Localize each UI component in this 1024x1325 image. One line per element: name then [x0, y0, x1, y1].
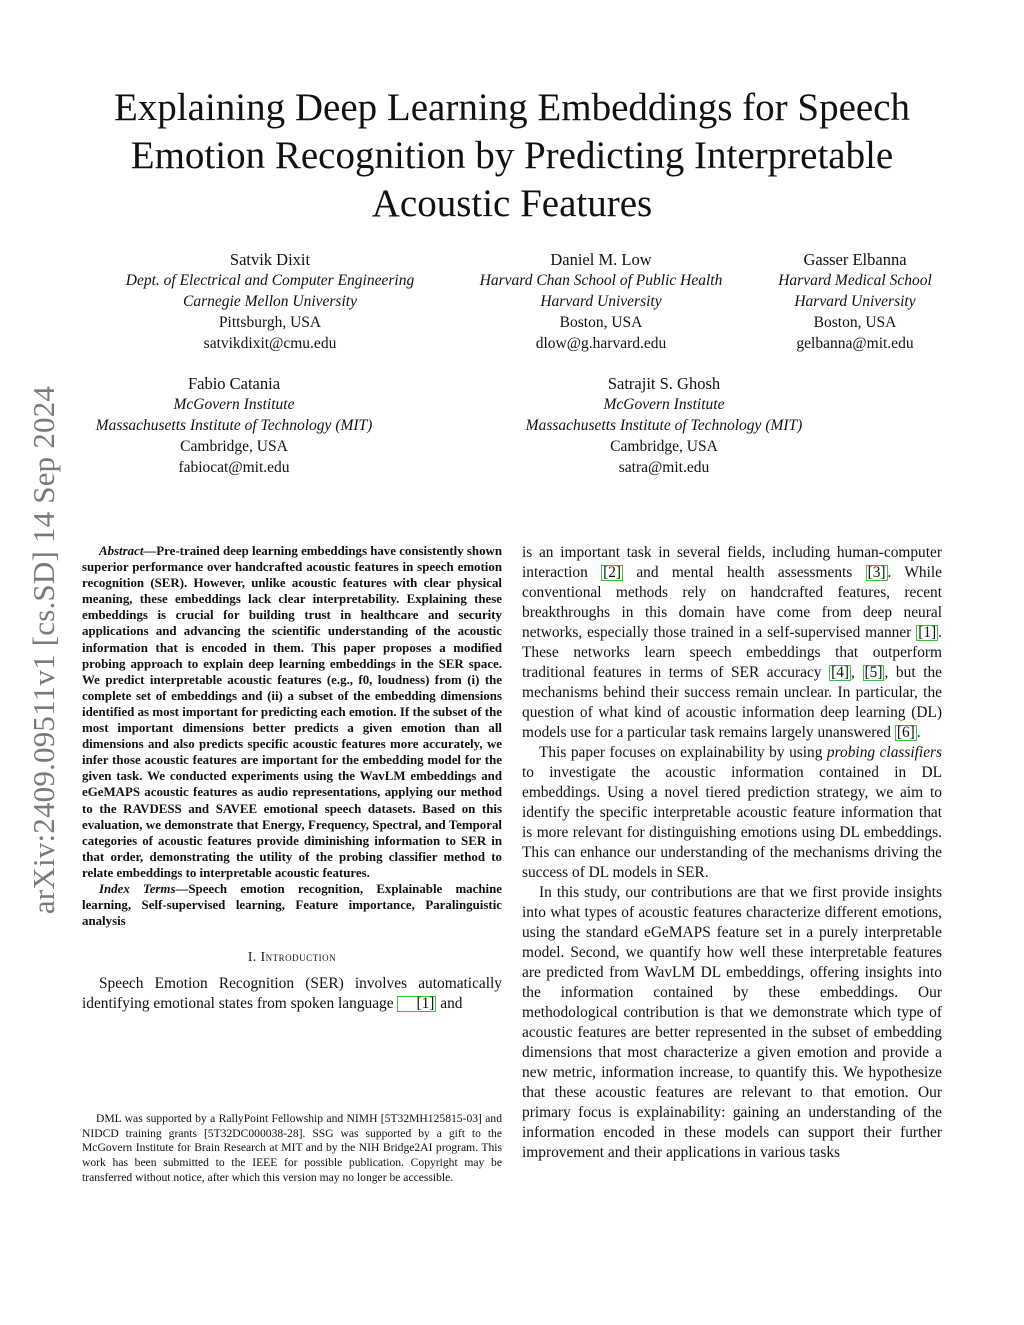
citation-link[interactable]: [2] [603, 564, 622, 581]
text-run: and mental health assessments [623, 564, 866, 581]
author-location: Cambridge, USA [610, 438, 718, 455]
right-column [522, 543, 942, 1163]
author-name: Gasser Elbanna [803, 250, 907, 269]
author-location: Cambridge, USA [180, 438, 288, 455]
text-run: , but the mechanisms behind their success remain unclear. In particular, the question of what kind of acoustic information deep learning (DL) models use for a particular task remains largely unanswered [522, 664, 942, 741]
citation-link[interactable]: [4] [831, 664, 850, 681]
index-terms-label: Index Terms [99, 881, 176, 896]
section-heading-introduction: I. Introduction [247, 949, 337, 965]
index-terms-text: —Speech emotion recognition, Explainable machine learning, Self-supervised learning, Feature importance, Paralinguistic analysis [82, 881, 502, 929]
author-block-5 [508, 373, 820, 478]
author-location: Boston, USA [559, 314, 643, 331]
author-name: Satvik Dixit [229, 250, 311, 269]
author-block-2 [460, 249, 742, 354]
abstract-label: Abstract [99, 544, 144, 558]
footnote: DML was supported by a RallyPoint Fellowship and NIMH [5T32MH125815-03] and NIDCD training grants [5T32DC000038-28]. SSG was supported by a gift to the McGovern Institute for Brain Research at MIT and by the NIH Bridge2AI program. This work has been submitted to the IEEE for possible publication. Copyright may be transferred without notice, after which this version may no longer be accessible. [82, 1112, 502, 1184]
author-name: Satrajit S. Ghosh [607, 374, 721, 393]
citation-link[interactable]: [3] [867, 564, 886, 581]
author-department: Harvard Chan School of Public Health [479, 272, 723, 289]
author-block-1 [110, 249, 430, 354]
text-run: . These networks learn speech embeddings that outperform traditional features in terms of SER accuracy [522, 624, 942, 681]
text-run: and [436, 995, 463, 1013]
author-institution: Harvard University [794, 293, 916, 310]
author-location: Pittsburgh, USA [218, 314, 322, 331]
author-block-4 [78, 373, 390, 478]
index-terms [82, 881, 502, 929]
arxiv-identifier: arXiv:2409.09511v1 [cs.SD] 14 Sep 2024 [26, 385, 61, 915]
text-run: . [916, 724, 921, 741]
author-block-3 [762, 249, 948, 354]
author-department: Harvard Medical School [778, 272, 932, 289]
abstract [82, 543, 502, 881]
abstract-text: —Pre-trained deep learning embeddings have consistently shown superior performance over handcrafted acoustic features in speech emotion recognition (SER). However, unlike acoustic features with clear physical meaning, these embeddings lack clear interpretability. Explaining these embeddings is crucial for building trust in healthcare and security applications and advancing the scientific understanding of the acoustic information that is encoded in them. This paper proposes a modified probing approach to explain deep learning embeddings in the SER space. We predict interpretable acoustic features (e.g., f0, loudness) from (i) the complete set of embeddings and (ii) a subset of the embedding dimensions identified as most important for predicting each emotion. If the subset of the most important dimensions better predicts a given emotion than all dimensions and also predicts specific acoustic features more accurately, we infer those acoustic features are important for the embedding model for the given task. We conducted experiments using the WavLM embeddings and eGeMAPS acoustic features as audio representations, applying our method to the RAVDESS and SAVEE emotional speech datasets. Based on this evaluation, we demonstrate that Energy, Frequency, Spectral, and Temporal categories of acoustic features provide diminishing information to SER in that order, demonstrating the utility of the probing classifier method to relate embeddings to interpretable acoustic features. [82, 544, 502, 880]
citation-link[interactable]: [1] [918, 624, 937, 641]
text-run: is an important task in several fields, including human-computer interaction [522, 544, 942, 581]
author-email[interactable]: satra@mit.edu [618, 459, 710, 476]
author-institution: Massachusetts Institute of Technology (MIT) [525, 417, 803, 434]
author-email[interactable]: dlow@g.harvard.edu [535, 335, 667, 352]
emphasis-text: probing classifiers [826, 744, 943, 761]
author-name: Fabio Catania [187, 374, 281, 393]
author-email[interactable]: fabiocat@mit.edu [178, 459, 290, 476]
author-location: Boston, USA [813, 314, 897, 331]
text-run: This paper focuses on explainability by using [539, 744, 827, 761]
citation-link[interactable]: [1] [397, 996, 436, 1012]
author-institution: Harvard University [540, 293, 662, 310]
citation-link[interactable]: [6] [896, 724, 915, 741]
author-name: Daniel M. Low [550, 250, 652, 269]
author-department: McGovern Institute [603, 396, 725, 413]
body-paragraph [522, 543, 942, 743]
author-email[interactable]: gelbanna@mit.edu [796, 335, 914, 352]
author-institution: Carnegie Mellon University [183, 293, 357, 310]
paper-title: Explaining Deep Learning Embeddings for Speech Emotion Recognition by Predicting Interpretable Acoustic Features [113, 86, 910, 225]
author-email[interactable]: satvikdixit@cmu.edu [203, 335, 337, 352]
author-department: Dept. of Electrical and Computer Engineering [125, 272, 415, 289]
text-run: . While conventional methods rely on handcrafted features, recent breakthroughs in this domain have come from deep neural networks, especially those trained in a self-supervised manner [522, 564, 942, 641]
text-run: , [851, 664, 863, 681]
left-column [82, 543, 502, 1014]
text-run: to investigate the acoustic information contained in DL embeddings. Using a novel tiered prediction strategy, we aim to identify the specific interpretable acoustic feature information that is more relevant for distinguishing emotions using DL embeddings. This can enhance our understanding of the mechanisms driving the success of DL models in SER. [522, 764, 942, 881]
text-run: Speech Emotion Recognition (SER) involves automatically identifying emotional states from spoken language [82, 975, 502, 1013]
intro-paragraph [82, 974, 502, 1014]
author-department: McGovern Institute [173, 396, 295, 413]
author-institution: Massachusetts Institute of Technology (MIT) [95, 417, 373, 434]
body-paragraph: In this study, our contributions are that we first provide insights into what types of acoustic features characterize different emotions, using the standard eGeMAPS feature set in a purely interpretable model. Second, we quantify how well these interpretable features are predicted from WavLM DL embeddings, offering insights into the information contained by these embeddings. Our methodological contribution is that we demonstrate which type of acoustic features are better represented in the subset of embedding dimensions that most characterize a given emotion and provide a new metric, information increase, to quantify this. We hypothesize that these acoustic features are relevant to that emotion. Our primary focus is explainability: gaining an understanding of the information encoded in these models can support their further improvement and their applications in various tasks [522, 884, 942, 1161]
citation-link[interactable]: [5] [864, 664, 883, 681]
body-paragraph [522, 743, 942, 883]
